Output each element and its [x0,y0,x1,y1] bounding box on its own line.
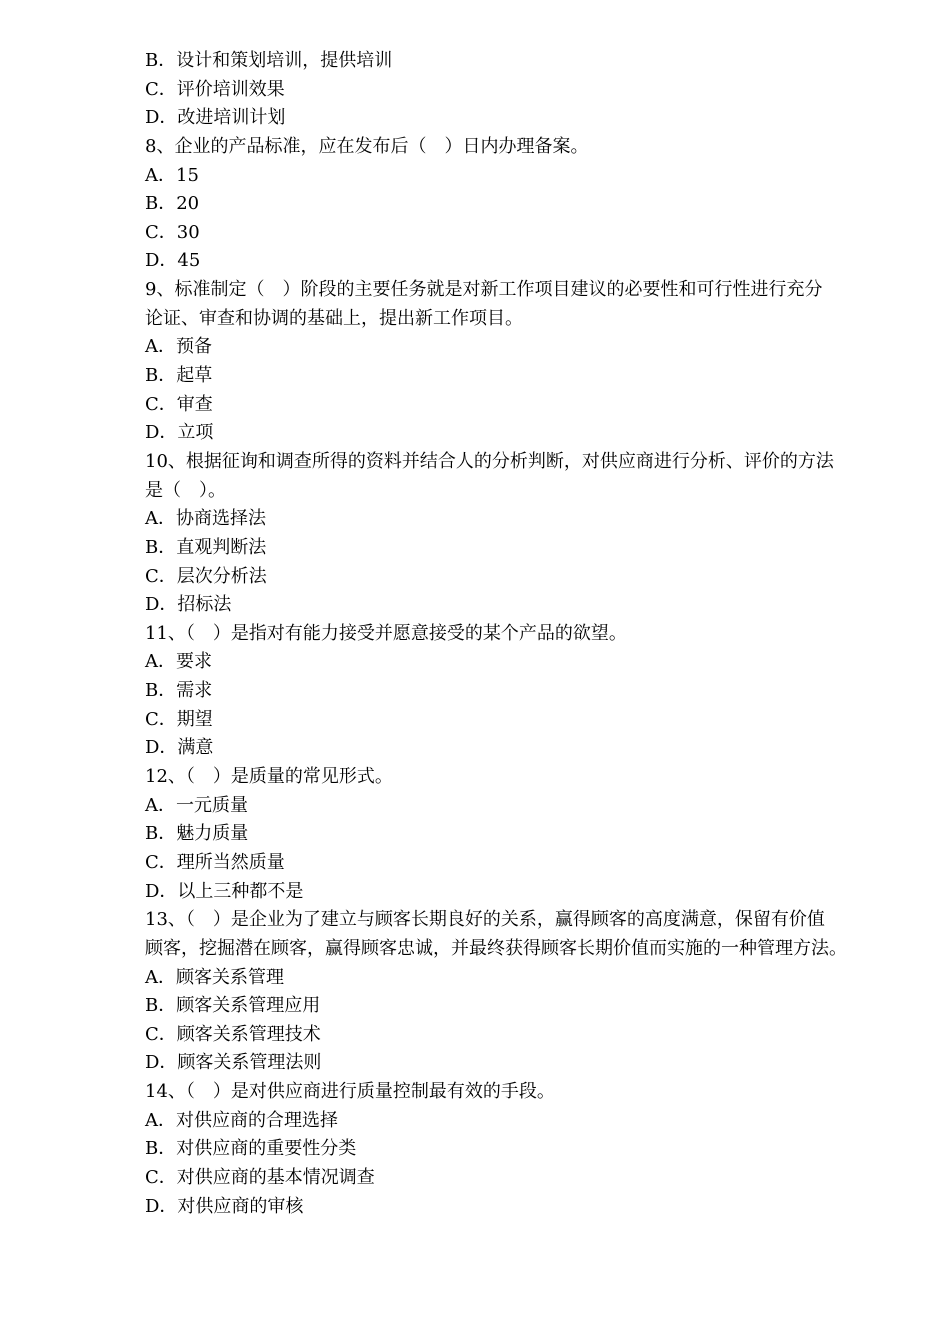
option-8-a: A．15 [145,164,199,186]
option-8-c: C．30 [145,221,200,243]
question-9-line-1: 9、标准制定（ ）阶段的主要任务就是对新工作项目建议的必要性和可行性进行充分 [145,279,823,301]
option-9-d: D．立项 [145,422,214,444]
option-11-d: D．满意 [145,737,214,759]
option-11-b: B．需求 [145,680,213,702]
question-9-line-2: 论证、审查和协调的基础上，提出新工作项目。 [145,307,523,329]
option-9-a: A．预备 [145,336,212,358]
option-13-b: B．顾客关系管理应用 [145,995,321,1017]
option-9-c: C．审查 [145,393,213,415]
option-7-d: D．改进培训计划 [145,107,286,129]
option-10-b: B．直观判断法 [145,536,267,558]
option-13-c: C．顾客关系管理技术 [145,1023,321,1045]
option-12-b: B．魅力质量 [145,823,249,845]
question-8: 8、企业的产品标准，应在发布后（ ）日内办理备案。 [145,135,589,157]
option-12-a: A．一元质量 [145,794,248,816]
option-13-a: A．顾客关系管理 [145,966,284,988]
option-13-d: D．顾客关系管理法则 [145,1052,322,1074]
option-11-a: A．要求 [145,651,212,673]
question-10-line-1: 10、根据征询和调查所得的资料并结合人的分析判断，对供应商进行分析、评价的方法 [145,450,834,472]
question-10-line-2: 是（ ）。 [145,479,226,501]
option-10-c: C．层次分析法 [145,565,267,587]
option-7-b: B．设计和策划培训，提供培训 [145,50,393,71]
option-14-a: A．对供应商的合理选择 [145,1109,338,1131]
question-12: 12、（ ）是质量的常见形式。 [145,766,393,788]
question-list [145,47,915,1221]
option-14-b: B．对供应商的重要性分类 [145,1138,357,1160]
option-9-b: B．起草 [145,365,213,387]
option-7-c: C．评价培训效果 [145,78,285,100]
question-11: 11、（ ）是指对有能力接受并愿意接受的某个产品的欲望。 [145,622,627,644]
option-14-c: C．对供应商的基本情况调查 [145,1166,375,1188]
option-12-d: D．以上三种都不是 [145,880,304,902]
question-13-line-1: 13、（ ）是企业为了建立与顾客长期良好的关系，赢得顾客的高度满意，保留有价值 [145,909,825,931]
option-10-d: D．招标法 [145,594,232,616]
question-13-line-2: 顾客，挖掘潜在顾客，赢得顾客忠诚，并最终获得顾客长期价值而实施的一种管理方法。 [145,937,847,959]
option-14-d: D．对供应商的审核 [145,1195,304,1217]
question-14: 14、（ ）是对供应商进行质量控制最有效的手段。 [145,1081,555,1103]
option-11-c: C．期望 [145,708,213,730]
option-8-b: B．20 [145,193,200,215]
option-8-d: D．45 [145,250,201,272]
option-10-a: A．协商选择法 [145,508,266,530]
option-12-c: C．理所当然质量 [145,851,285,873]
